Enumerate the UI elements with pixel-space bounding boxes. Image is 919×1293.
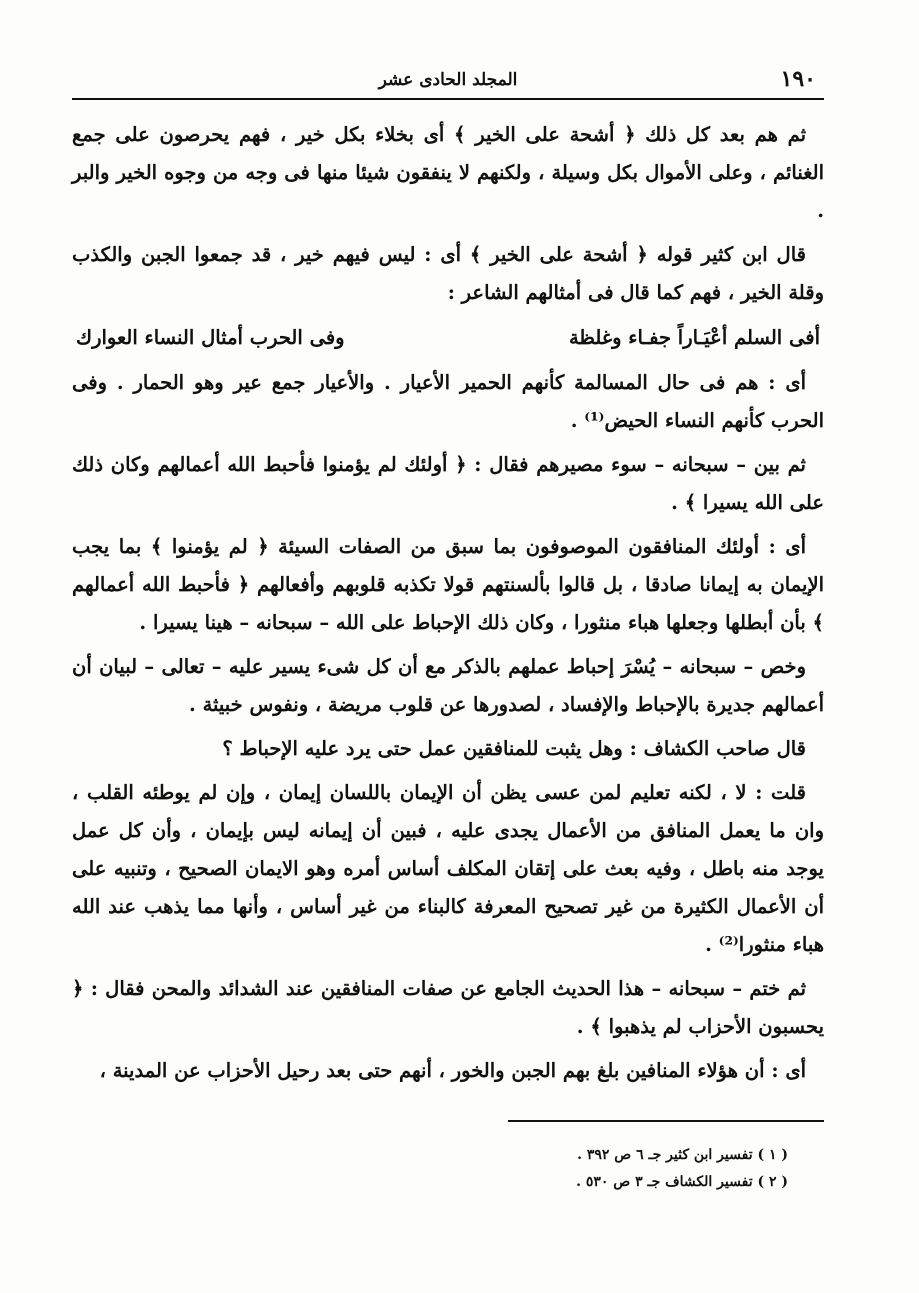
page-header	[72, 58, 824, 100]
footnote-divider	[508, 1120, 824, 1122]
body-text	[72, 116, 824, 1090]
page-number: ١٩٠	[780, 66, 816, 92]
verse-second-hemistich: وفى الحرب أمثال النساء العوارك	[76, 326, 345, 349]
paragraph: قال صاحب الكشاف : وهل يثبت للمنافقين عمل حتى يرد عليه الإحباط ؟	[222, 737, 806, 760]
paragraph: قال ابن كثير قوله ﴿ أشحة على الخير ﴾ أى : ليس فيهم خير ، قد جمعوا الجبن والكذب وقلة الخير ، فهم كما قال فى أمثالهم الشاعر :	[72, 243, 824, 304]
book-page	[72, 58, 824, 1196]
paragraph: وخص – سبحانه – يُسْرَ إحباط عملهم بالذكر مع أن كل شىء يسير عليه – تعالى – لبيان أن أعمالهم جديرة بالإحباط والإفساد ، لصدورها عن قلوب مريضة ، ونفوس خبيثة .	[72, 655, 824, 716]
paragraph: ثم بين – سبحانه – سوء مصيرهم فقال : ﴿ أولئك لم يؤمنوا فأحبط الله أعمالهم وكان ذلك على الله يسيرا ﴾ .	[72, 453, 824, 514]
paragraph: ثم هم بعد كل ذلك ﴿ أشحة على الخير ﴾ أى بخلاء بكل خير ، فهم يحرصون على جمع الغنائم ، وعلى الأموال بكل وسيلة ، ولكنهم لا ينفقون شيئا منها فى وجه من وجوه الخير والبر .	[72, 123, 824, 222]
paragraph: قلت : لا ، لكنه تعليم لمن عسى يظن أن الإيمان باللسان إيمان ، وإن لم يوطئه القلب ، وان ما يعمل المنافق من الأعمال يجدى عليه ، فبين أن إيمانه ليس بإيمان ، وأن كل عمل يوجد منه باطل ، وفيه بعث على إتقان المكلف أساس أمره وهو الايمان الصحيح ، وتنبيه على أن الأعمال الكثيرة من غير تصحيح المعرفة كالبناء من غير أساس ، وأنها مما يذهب عند الله هباء منثورا⁽²⁾ .	[72, 781, 824, 956]
footnotes	[72, 1142, 824, 1196]
paragraph: أى : أن هؤلاء المنافين بلغ بهم الجبن والخور ، أنهم حتى بعد رحيل الأحزاب عن المدينة ،	[99, 1059, 806, 1082]
footnote: ( ١ ) تفسير ابن كثير جـ ٦ ص ٣٩٢ .	[577, 1147, 788, 1163]
paragraph: أى : أولئك المنافقون الموصوفون بما سبق من الصفات السيئة ﴿ لم يؤمنوا ﴾ بما يجب الإيمان به إيمانا صادقا ، بل قالوا بألسنتهم قولا تكذبه قلوبهم وأفعالهم ﴿ فأحبط الله أعمالهم ﴾ بأن أبطلها وجعلها هباء منثورا ، وكان ذلك الإحباط على الله – سبحانه – هينا يسيرا .	[72, 535, 824, 634]
paragraph: أى : هم فى حال المسالمة كأنهم الحمير الأعيار . والأعيار جمع عير وهو الحمار . وفى الحرب كأنهم النساء الحيض⁽¹⁾ .	[72, 371, 824, 432]
paragraph: ثم ختم – سبحانه – هذا الحديث الجامع عن صفات المنافقين عند الشدائد والمحن فقال : ﴿ يحسبون الأحزاب لم يذهبوا ﴾ .	[72, 977, 824, 1038]
volume-title: المجلد الحادى عشر	[378, 70, 518, 90]
footnote: ( ٢ ) تفسير الكشاف جـ ٣ ص ٥٣٠ .	[576, 1174, 788, 1190]
poetry-verse	[72, 318, 824, 358]
verse-first-hemistich: أفى السلم أعْيَـاراً جفـاء وغلظة	[568, 326, 820, 349]
header-divider	[72, 98, 824, 100]
